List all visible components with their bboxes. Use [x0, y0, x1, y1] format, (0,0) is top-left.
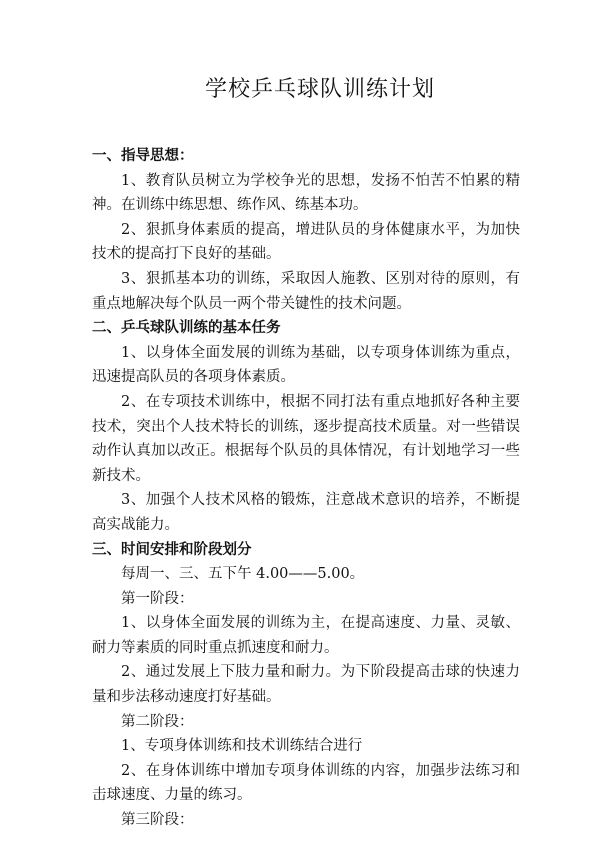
section-heading-guiding-thought: 一、指导思想：: [92, 147, 194, 164]
document-body: [92, 144, 520, 833]
stage-label: 第一阶段：: [121, 590, 194, 607]
paragraph: 1、以身体全面发展的训练为主，在提高速度、力量、灵敏、耐力等素质的同时重点抓速度和耐力。: [92, 615, 520, 656]
stage-label: 第三阶段：: [121, 812, 194, 829]
document-title: 学校乒乓球队训练计划: [204, 77, 435, 102]
paragraph: 2、在专项技术训练中，根据不同打法有重点地抓好各种主要技术，突出个人技术特长的训练，逐步提高技术质量。对一些错误动作认真加以改正。根据每个队员的具体情况，有计划地学习一些新技术。: [92, 393, 520, 484]
section-heading-basic-tasks: 二、乒乓球队训练的基本任务: [92, 319, 281, 337]
paragraph: 1、以身体全面发展的训练为基础，以专项身体训练为重点，迅速提高队员的各项身体素质。: [92, 344, 520, 386]
paragraph: 1、专项身体训练和技术训练结合进行: [121, 738, 363, 755]
paragraph: 2、狠抓身体素质的提高，增进队员的身体健康水平，为加快技术的提高打下良好的基础。: [92, 221, 520, 263]
paragraph: 1、教育队员树立为学校争光的思想，发扬不怕苦不怕累的精神。在训练中练思想、练作风、练基本功。: [92, 172, 520, 214]
stage-label: 第二阶段：: [121, 713, 194, 730]
schedule-time: 每周一、三、五下午 4.00——5.00。: [121, 566, 365, 583]
paragraph: 3、加强个人技术风格的锻炼，注意战术意识的培养，不断提高实战能力。: [92, 492, 520, 533]
section-heading-schedule: 三、时间安排和阶段划分: [92, 540, 252, 558]
paragraph: 3、狠抓基本功的训练，采取因人施教、区别对待的原则，有重点地解决每个队员一两个带关键性的技术问题。: [92, 270, 520, 312]
paragraph: 2、通过发展上下肢力量和耐力。为下阶段提高击球的快速力量和步法移动速度打好基础。: [92, 664, 520, 706]
paragraph: 2、在身体训练中增加专项身体训练的内容，加强步法练习和击球速度、力量的练习。: [92, 762, 520, 804]
